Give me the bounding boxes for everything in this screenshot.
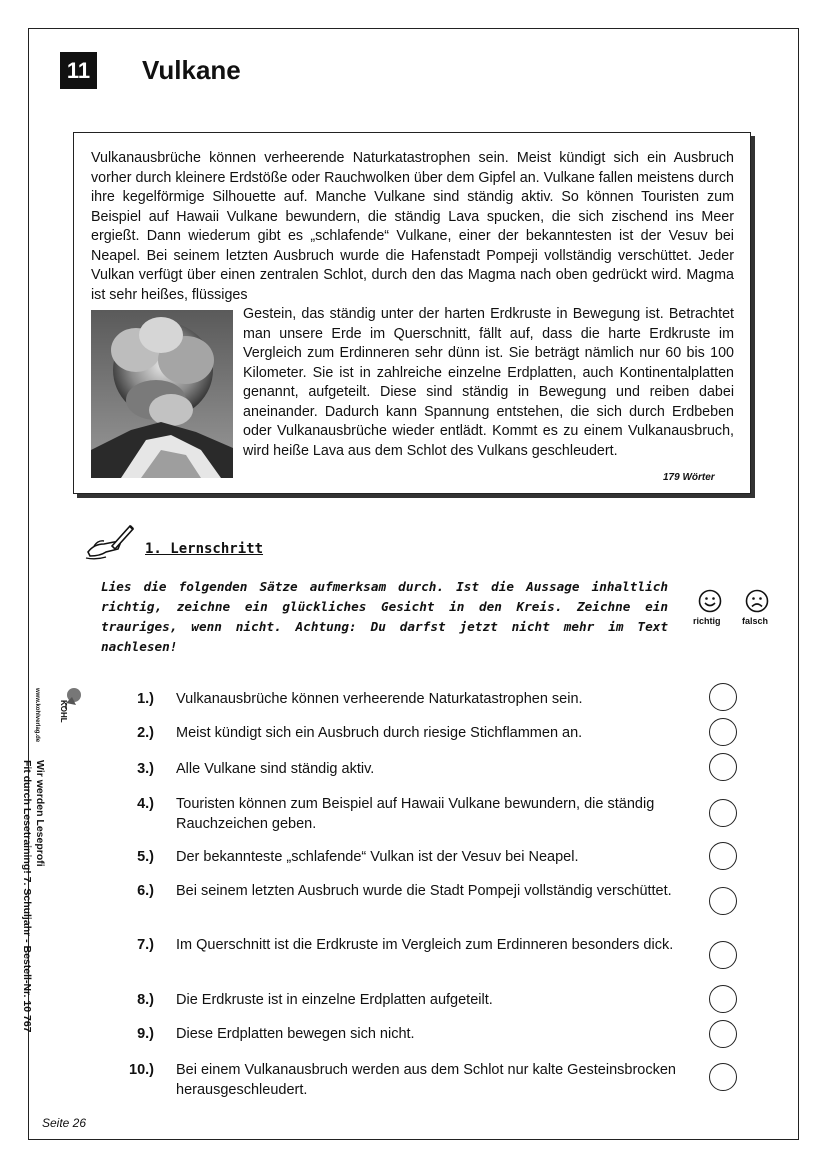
label-falsch: falsch bbox=[742, 616, 769, 626]
logo-text: KOHL bbox=[59, 700, 68, 723]
writing-hand-icon bbox=[84, 522, 134, 562]
question-number: 4.) bbox=[137, 796, 154, 812]
answer-circle-7[interactable] bbox=[709, 941, 737, 969]
sad-face-icon bbox=[745, 589, 769, 613]
question-text: Bei einem Vulkanausbruch werden aus dem Schlot nur kalte Gesteinsbrocken herausgeschleudert. bbox=[176, 1062, 676, 1098]
question-text: Touristen können zum Beispiel auf Hawaii Vulkane bewundern, die ständig Rauchzeichen geben. bbox=[176, 796, 655, 832]
answer-circle-6[interactable] bbox=[709, 887, 737, 915]
word-count: 179 Wörter bbox=[663, 472, 715, 483]
question-number: 8.) bbox=[137, 992, 154, 1008]
happy-face-icon bbox=[698, 589, 722, 613]
page-title: Vulkane bbox=[142, 55, 241, 85]
question-text: Die Erdkruste ist in einzelne Erdplatten aufgeteilt. bbox=[176, 992, 493, 1008]
question-number: 6.) bbox=[137, 883, 154, 899]
question-text: Im Querschnitt ist die Erdkruste im Vergleich zum Erdinneren besonders dick. bbox=[176, 937, 674, 953]
reading-paragraph-top: Vulkanausbrüche können verheerende Naturkatastrophen sein. Meist kündigt sich ein Ausbruch vorher durch kleinere Erdstöße oder Rauchwolken über dem Gipfel an. Vulkane fallen meistens durch ihre kegelförmige Silhouette auf. Manche Vulkane sind ständig aktiv. So können Touristen zum Beispiel auf Hawaii Vulkane bewundern, die ständig Lava spucken, die sich zischend ins Meer ergießt. Dann wiederum gibt es „schlafende“ Vulkane, einer der bekanntesten ist der Vesuv bei Neapel. Bei seinem letzten Ausbruch wurde die Hafenstadt Pompeji vollständig verschüttet. Jeder Vulkan verfügt über einen zentralen Schlot, durch den das Magma nach oben gedrückt wird. Magma ist sehr heißes, flüssiges bbox=[91, 150, 734, 303]
answer-circle-2[interactable] bbox=[709, 718, 737, 746]
question-text: Diese Erdplatten bewegen sich nicht. bbox=[176, 1026, 415, 1042]
question-text: Der bekannteste „schlafende“ Vulkan ist der Vesuv bei Neapel. bbox=[176, 849, 579, 865]
sidebar-line1: Wir werden Leseprofi bbox=[34, 760, 46, 867]
question-text: Alle Vulkane sind ständig aktiv. bbox=[176, 761, 375, 777]
question-text: Bei seinem letzten Ausbruch wurde die Stadt Pompeji vollständig verschüttet. bbox=[176, 883, 672, 899]
sidebar-text bbox=[20, 760, 46, 1033]
question-number: 3.) bbox=[137, 761, 154, 777]
instructions-text: Lies die folgenden Sätze aufmerksam durch. Ist die Aussage inhaltlich richtig, zeichne ein glückliches Gesicht in den Kreis. Zeichne ein trauriges, wenn nicht. Achtung: Du darfst jetzt nicht mehr im Text nachlesen! bbox=[101, 579, 668, 654]
step-title: 1. Lernschritt bbox=[145, 541, 264, 557]
answer-circle-3[interactable] bbox=[709, 753, 737, 781]
answer-circle-9[interactable] bbox=[709, 1020, 737, 1048]
answer-circle-1[interactable] bbox=[709, 683, 737, 711]
sidebar-line2: Fit durch Lesetraining! 7. Schuljahr - Bestell-Nr. 10 767 bbox=[21, 760, 33, 1033]
question-number: 2.) bbox=[137, 725, 154, 741]
logo-url: www.kohlverlag.de bbox=[34, 688, 40, 743]
answer-circle-8[interactable] bbox=[709, 985, 737, 1013]
page-number: Seite 26 bbox=[42, 1116, 87, 1130]
question-text: Meist kündigt sich ein Ausbruch durch riesige Stichflammen an. bbox=[176, 725, 583, 741]
answer-circle-4[interactable] bbox=[709, 799, 737, 827]
question-text: Vulkanausbrüche können verheerende Naturkatastrophen sein. bbox=[176, 691, 583, 707]
label-richtig: richtig bbox=[693, 616, 721, 626]
question-number: 10.) bbox=[129, 1062, 154, 1078]
volcano-photo bbox=[91, 310, 233, 478]
chapter-number: 11 bbox=[60, 52, 97, 89]
question-number: 7.) bbox=[137, 937, 154, 953]
question-number: 5.) bbox=[137, 849, 154, 865]
question-number: 9.) bbox=[137, 1026, 154, 1042]
answer-circle-10[interactable] bbox=[709, 1063, 737, 1091]
question-number: 1.) bbox=[137, 691, 154, 707]
answer-circle-5[interactable] bbox=[709, 842, 737, 870]
reading-paragraph-bottom: Gestein, das ständig unter der harten Erdkruste in Bewegung ist. Betrachtet man unsere Erde im Querschnitt, fällt auf, dass die harte Erdkruste im Vergleich zum Erdinneren sehr dünn ist. Sie beträgt nämlich nur 60 bis 100 Kilometer. Sie ist in zahlreiche einzelne Erdplatten, auch Kontinentalplatten genannt, aufgeteilt. Diese sind ständig in Bewegung und reiben dabei aneinander. Dadurch kann Spannung entstehen, die sich durch Erdbeben oder Vulkanausbrüche wieder entlädt. Kommt es zu einem Vulkanausbruch, wird heiße Lava aus dem Schlot des Vulkans geschleudert. bbox=[243, 306, 734, 459]
